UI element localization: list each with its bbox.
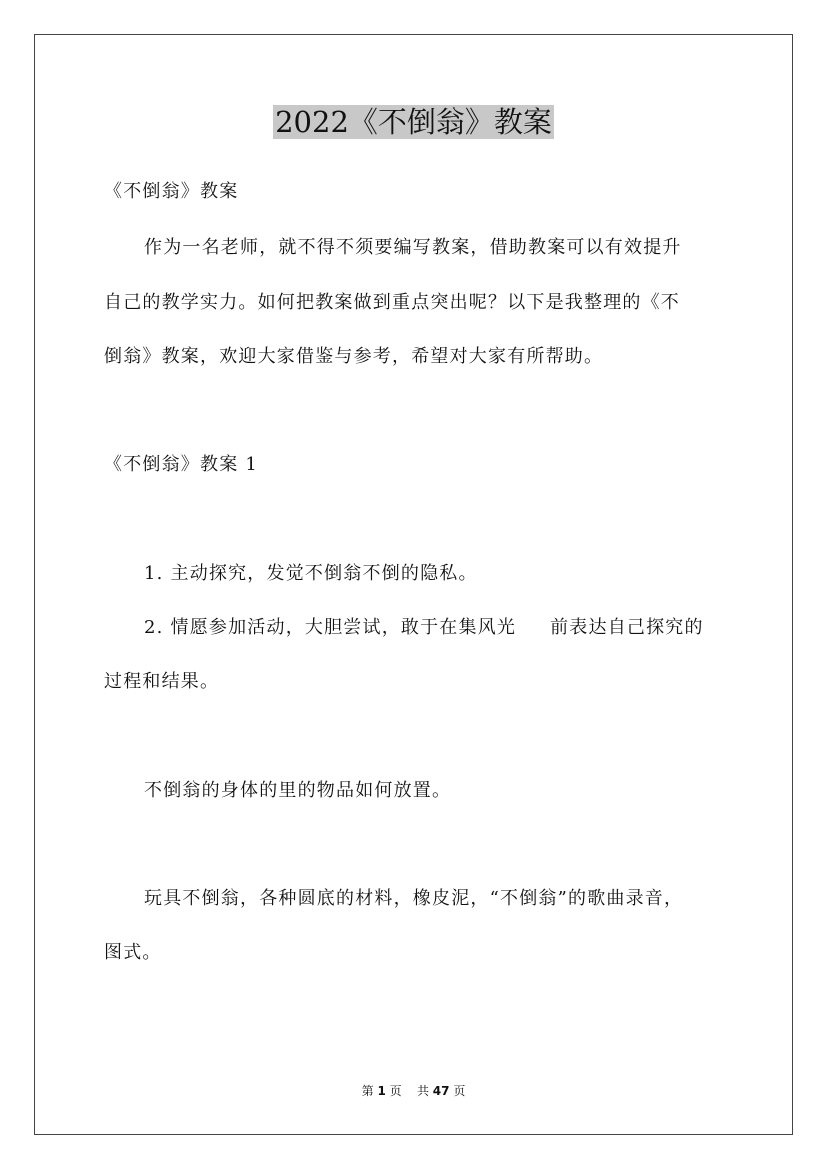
key-point-text: 不倒翁的身体的里的物品如何放置。 xyxy=(144,780,452,801)
section-heading: 《不倒翁》教案 1 xyxy=(104,454,258,475)
materials-line-2: 图式。 xyxy=(104,942,162,963)
page-footer xyxy=(0,1083,827,1099)
footer-page-prefix: 第 xyxy=(361,1084,374,1098)
intro-paragraph-line-2: 自己的教学实力。如何把教案做到重点突出呢？以下是我整理的《不 xyxy=(104,292,680,313)
footer-total-prefix: 共 xyxy=(416,1084,429,1098)
goal-item-2 xyxy=(144,616,704,640)
goal-item-2-continuation: 过程和结果。 xyxy=(104,671,220,692)
footer-page-mid: 页 xyxy=(389,1084,402,1098)
footer-page-number: 1 xyxy=(377,1084,386,1098)
goal-item-1: 1. 主动探究，发觉不倒翁不倒的隐私。 xyxy=(144,563,478,584)
footer-total-pages: 47 xyxy=(432,1084,450,1098)
document-title-text: 2022《不倒翁》教案 xyxy=(275,105,552,139)
materials-line-1: 玩具不倒翁，各种圆底的材料，橡皮泥，“不倒翁”的歌曲录音， xyxy=(144,888,684,909)
intro-paragraph-line-3: 倒翁》教案，欢迎大家借鉴与参考，希望对大家有所帮助。 xyxy=(104,346,604,367)
footer-total-suffix: 页 xyxy=(453,1084,466,1098)
document-title xyxy=(0,100,827,144)
goal-item-2-part-2: 前表达自己探究的 xyxy=(550,617,704,638)
goal-item-2-part-1: 2. 情愿参加活动，大胆尝试，敢于在集风光 xyxy=(144,617,517,638)
intro-paragraph-line-1: 作为一名老师，就不得不须要编写教案，借助教案可以有效提升 xyxy=(144,237,682,258)
main-heading: 《不倒翁》教案 xyxy=(104,181,239,202)
